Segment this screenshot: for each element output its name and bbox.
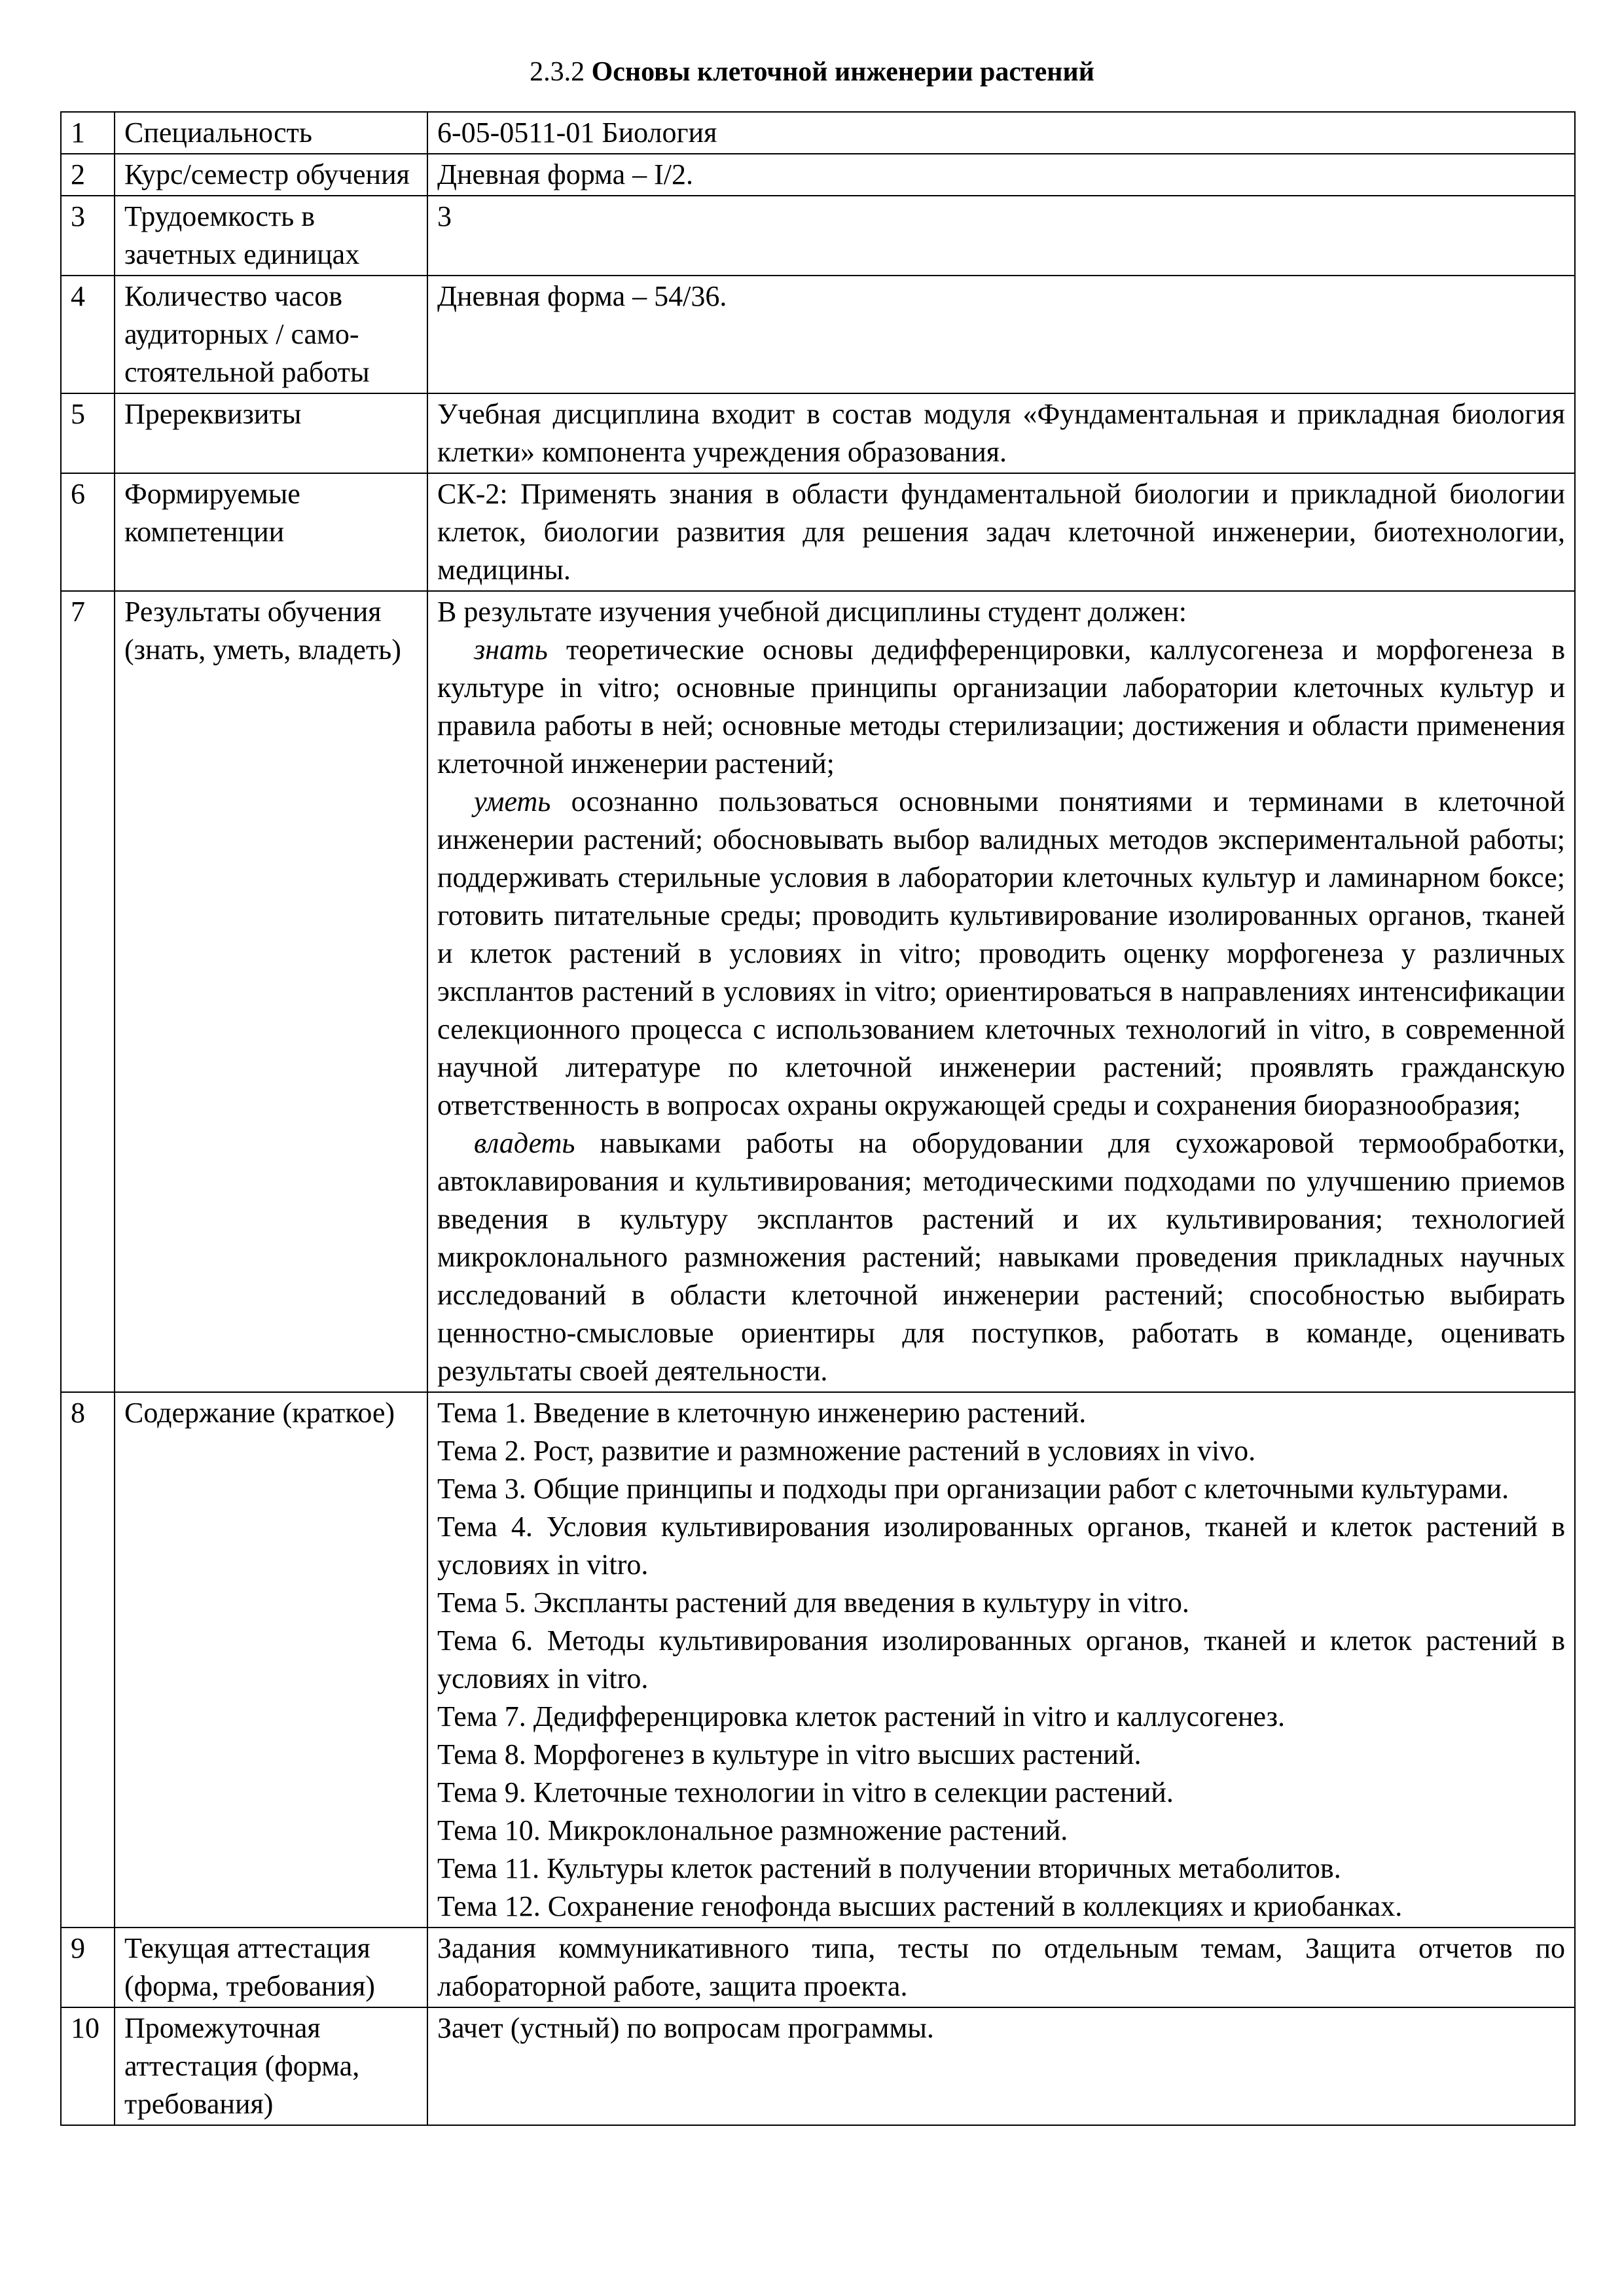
row-number: 10 xyxy=(61,2007,115,2125)
row-label: Формируемые компетенции xyxy=(115,473,427,591)
topic-item: Тема 9. Клеточные технологии in vitro в селекции растений. xyxy=(437,1776,1174,1808)
outcome-know xyxy=(437,631,1565,783)
row-label: Трудоемкость в зачетных единицах xyxy=(115,196,427,276)
topic-item: Тема 1. Введение в клеточную инженерию растений. xyxy=(437,1397,1087,1429)
table-row xyxy=(61,276,1575,393)
row-value: Зачет (устный) по вопросам программы. xyxy=(427,2007,1575,2125)
table-row xyxy=(61,1392,1575,1928)
topic-item: Тема 10. Микроклональное размножение растений. xyxy=(437,1814,1068,1846)
row-label: Количество часов аудиторных / само-стоятельной работы xyxy=(115,276,427,393)
row-label: Промежуточная аттестация (форма, требования) xyxy=(115,2007,427,2125)
row-number: 4 xyxy=(61,276,115,393)
table-row xyxy=(61,2007,1575,2125)
table-row xyxy=(61,154,1575,196)
topic-item: Тема 7. Дедифференцировка клеток растений in vitro и каллусогенез. xyxy=(437,1700,1285,1732)
outcome-own xyxy=(437,1124,1565,1390)
document-title xyxy=(0,54,1624,90)
table-row xyxy=(61,393,1575,473)
topic-item: Тема 5. Экспланты растений для введения в культуру in vitro. xyxy=(437,1587,1189,1619)
row-value: Дневная форма – I/2. xyxy=(427,154,1575,196)
row-number: 8 xyxy=(61,1392,115,1928)
row-label: Специальность xyxy=(115,112,427,154)
table-row xyxy=(61,196,1575,276)
row-value: Учебная дисциплина входит в состав модуля «Фундаментальная и прикладная биология клетки» компонента учреждения образования. xyxy=(427,393,1575,473)
row-number: 3 xyxy=(61,196,115,276)
row-value: Задания коммуникативного типа, тесты по отдельным темам, Защита отчетов по лабораторной работе, защита проекта. xyxy=(427,1928,1575,2007)
outcome-can xyxy=(437,783,1565,1124)
own-term: владеть xyxy=(474,1127,575,1159)
can-term: уметь xyxy=(474,785,551,817)
row-number: 9 xyxy=(61,1928,115,2007)
content-topics xyxy=(427,1392,1575,1928)
know-text: теоретические основы дедифференцировки, каллусогенеза и морфогенеза в культуре in vitro; основные принципы организации лаборатории клеточных культур и правила работы в ней; основные методы стерилизации; достижения и области применения клеточной инженерии растений; xyxy=(437,634,1566,780)
row-number: 7 xyxy=(61,591,115,1392)
row-label: Пререквизиты xyxy=(115,393,427,473)
row-value: СК-2: Применять знания в области фундаментальной биологии и прикладной биологии клеток, биологии развития для решения задач клеточной инженерии, биотехнологии, медицины. xyxy=(427,473,1575,591)
own-text: навыками работы на оборудовании для сухожаровой термообработки, автоклавирования и культивирования; методическими подходами по улучшению приемов введения в культуру эксплантов растений и их культивирования; технологией микроклонального размножения растений; навыками проведения прикладных научных исследований в области клеточной инженерии растений; способностью выбирать ценностно-смысловые ориентиры для поступков, работать в команде, оценивать результаты своей деятельности. xyxy=(437,1127,1565,1387)
row-label: Текущая аттестация (форма, требования) xyxy=(115,1928,427,2007)
row-value: 3 xyxy=(427,196,1575,276)
learning-outcomes xyxy=(427,591,1575,1392)
row-label: Результаты обучения (знать, уметь, владеть) xyxy=(115,591,427,1392)
row-number: 2 xyxy=(61,154,115,196)
table-row xyxy=(61,1928,1575,2007)
table-row xyxy=(61,473,1575,591)
topic-item: Тема 6. Методы культивирования изолированных органов, тканей и клеток растений в условиях in vitro. xyxy=(437,1624,1565,1695)
section-number: 2.3.2 xyxy=(530,57,585,87)
section-title: Основы клеточной инженерии растений xyxy=(591,57,1094,87)
table-row xyxy=(61,591,1575,1392)
topic-item: Тема 11. Культуры клеток растений в получении вторичных метаболитов. xyxy=(437,1852,1341,1884)
topic-item: Тема 12. Сохранение генофонда высших растений в коллекциях и криобанках. xyxy=(437,1890,1403,1922)
know-term: знать xyxy=(474,634,548,666)
can-text: осознанно пользоваться основными понятиями и терминами в клеточной инженерии растений; обосновывать выбор валидных методов экспериментальной работы; поддерживать стерильные условия в лаборатории клеточных культур и ламинарном боксе; готовить питательные среды; проводить культивирование изолированных органов, тканей и клеток растений в условиях in vitro; проводить оценку морфогенеза у различных эксплантов растений в условиях in vitro; ориентироваться в направлениях интенсификации селекционного процесса с использованием клеточных технологий in vitro, в современной научной литературе по клеточной инженерии растений; проявлять гражданскую ответственность в вопросах охраны окружающей среды и сохранения биоразнообразия; xyxy=(437,785,1565,1121)
row-number: 6 xyxy=(61,473,115,591)
row-label: Содержание (краткое) xyxy=(115,1392,427,1928)
row-number: 1 xyxy=(61,112,115,154)
outcomes-intro: В результате изучения учебной дисциплины студент должен: xyxy=(437,596,1187,628)
row-number: 5 xyxy=(61,393,115,473)
topic-item: Тема 3. Общие принципы и подходы при организации работ с клеточными культурами. xyxy=(437,1473,1509,1505)
table-row xyxy=(61,112,1575,154)
topic-item: Тема 8. Морфогенез в культуре in vitro высших растений. xyxy=(437,1738,1142,1770)
row-value: 6-05-0511-01 Биология xyxy=(427,112,1575,154)
topic-item: Тема 2. Рост, развитие и размножение растений в условиях in vivo. xyxy=(437,1435,1256,1467)
topic-item: Тема 4. Условия культивирования изолированных органов, тканей и клеток растений в условиях in vitro. xyxy=(437,1511,1565,1581)
row-value: Дневная форма – 54/36. xyxy=(427,276,1575,393)
row-label: Курс/семестр обучения xyxy=(115,154,427,196)
discipline-table xyxy=(60,111,1576,2126)
